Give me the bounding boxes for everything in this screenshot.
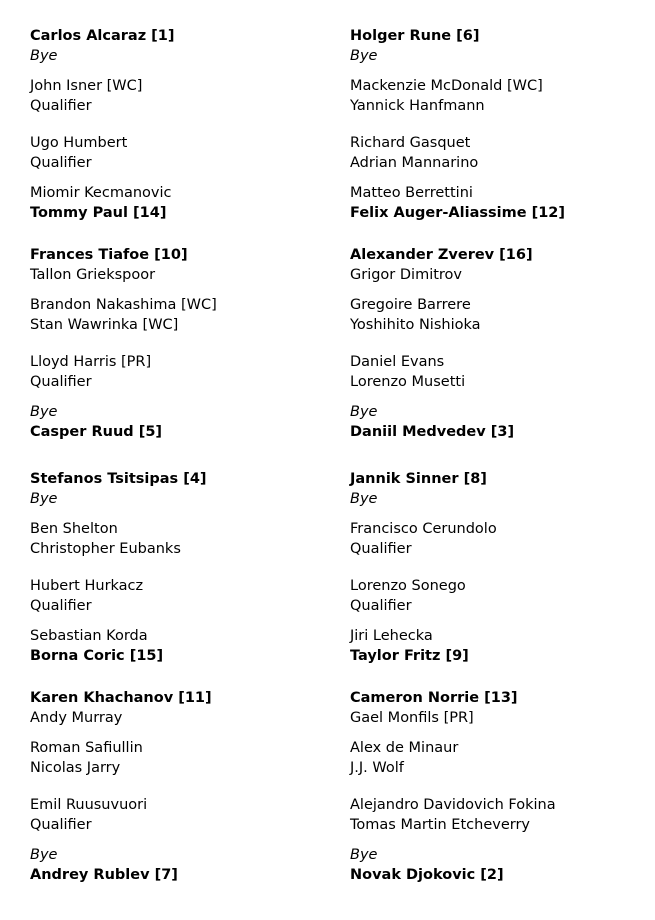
player-entry: Gael Monfils [PR] <box>350 710 474 726</box>
bye-entry: Bye <box>350 847 378 863</box>
seeded-player: Tommy Paul [14] <box>30 205 167 221</box>
player-entry: Adrian Mannarino <box>350 155 479 171</box>
player-entry: Qualifier <box>30 155 92 171</box>
seeded-player: Jannik Sinner [8] <box>350 471 487 487</box>
seeded-player: Novak Djokovic [2] <box>350 867 504 883</box>
player-entry: Qualifier <box>30 98 92 114</box>
player-entry: Yoshihito Nishioka <box>350 317 481 333</box>
player-entry: Qualifier <box>350 541 412 557</box>
bye-entry: Bye <box>30 847 58 863</box>
seeded-player: Taylor Fritz [9] <box>350 648 469 664</box>
seeded-player: Casper Ruud [5] <box>30 424 163 440</box>
player-entry: Christopher Eubanks <box>30 541 181 557</box>
player-entry: Roman Safiullin <box>30 740 143 756</box>
player-entry: Stan Wawrinka [WC] <box>30 317 179 333</box>
seeded-player: Frances Tiafoe [10] <box>30 247 188 263</box>
seeded-player: Borna Coric [15] <box>30 648 164 664</box>
seeded-player: Holger Rune [6] <box>350 28 480 44</box>
player-entry: Brandon Nakashima [WC] <box>30 297 217 313</box>
player-entry: Lloyd Harris [PR] <box>30 354 152 370</box>
player-entry: Alejandro Davidovich Fokina <box>350 797 556 813</box>
seeded-player: Cameron Norrie [13] <box>350 690 518 706</box>
draw-column-right <box>350 26 565 885</box>
player-entry: Ugo Humbert <box>30 135 128 151</box>
player-entry: Daniel Evans <box>350 354 445 370</box>
player-entry: Tomas Martin Etcheverry <box>350 817 530 833</box>
player-entry: Qualifier <box>30 374 92 390</box>
player-entry: Sebastian Korda <box>30 628 148 644</box>
player-entry: Qualifier <box>30 817 92 833</box>
player-entry: Richard Gasquet <box>350 135 471 151</box>
player-entry: Ben Shelton <box>30 521 118 537</box>
bye-entry: Bye <box>350 491 378 507</box>
seeded-player: Felix Auger-Aliassime [12] <box>350 205 566 221</box>
player-entry: John Isner [WC] <box>30 78 143 94</box>
seeded-player: Carlos Alcaraz [1] <box>30 28 175 44</box>
bye-entry: Bye <box>350 48 378 64</box>
player-entry: J.J. Wolf <box>350 760 404 776</box>
player-entry: Andy Murray <box>30 710 123 726</box>
player-entry: Miomir Kecmanovic <box>30 185 172 201</box>
seeded-player: Alexander Zverev [16] <box>350 247 533 263</box>
seeded-player: Karen Khachanov [11] <box>30 690 212 706</box>
player-entry: Nicolas Jarry <box>30 760 121 776</box>
seeded-player: Andrey Rublev [7] <box>30 867 178 883</box>
player-entry: Gregoire Barrere <box>350 297 471 313</box>
bye-entry: Bye <box>350 404 378 420</box>
player-entry: Alex de Minaur <box>350 740 459 756</box>
player-entry: Qualifier <box>30 598 92 614</box>
player-entry: Francisco Cerundolo <box>350 521 497 537</box>
player-entry: Grigor Dimitrov <box>350 267 462 283</box>
player-entry: Emil Ruusuvuori <box>30 797 148 813</box>
player-entry: Yannick Hanfmann <box>350 98 485 114</box>
player-entry: Jiri Lehecka <box>350 628 433 644</box>
bye-entry: Bye <box>30 491 58 507</box>
player-entry: Hubert Hurkacz <box>30 578 144 594</box>
seeded-player: Daniil Medvedev [3] <box>350 424 515 440</box>
draw-column-left <box>30 26 217 885</box>
bye-entry: Bye <box>30 48 58 64</box>
player-entry: Mackenzie McDonald [WC] <box>350 78 543 94</box>
bye-entry: Bye <box>30 404 58 420</box>
player-entry: Tallon Griekspoor <box>30 267 156 283</box>
player-entry: Qualifier <box>350 598 412 614</box>
seeded-player: Stefanos Tsitsipas [4] <box>30 471 207 487</box>
player-entry: Lorenzo Musetti <box>350 374 466 390</box>
player-entry: Lorenzo Sonego <box>350 578 466 594</box>
player-entry: Matteo Berrettini <box>350 185 473 201</box>
